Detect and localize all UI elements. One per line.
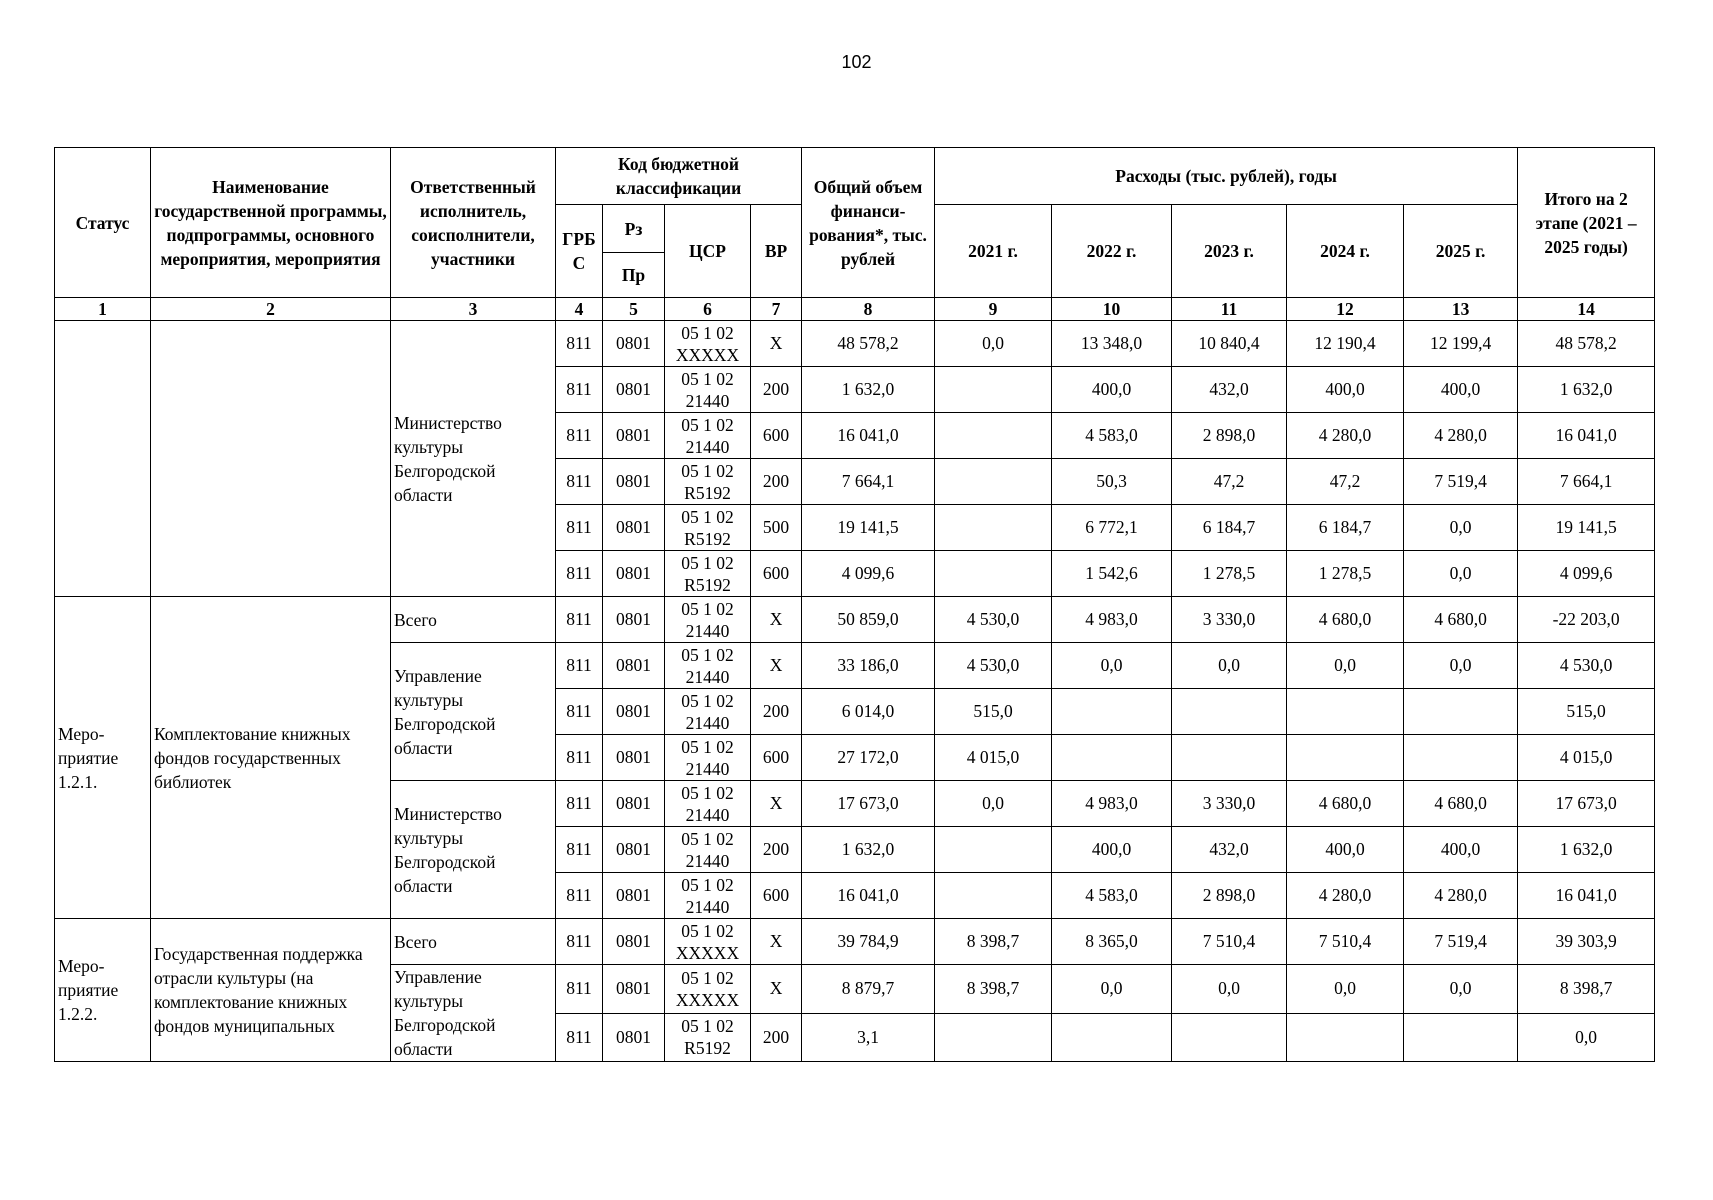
rzpr-cell: 0801 bbox=[603, 735, 665, 781]
year-2025-cell: 0,0 bbox=[1404, 551, 1518, 597]
csr-line-1: 05 1 02 bbox=[681, 690, 734, 711]
year-2023-cell: 2 898,0 bbox=[1172, 413, 1287, 459]
year-2023-cell: 3 330,0 bbox=[1172, 597, 1287, 643]
grbs-cell: 811 bbox=[556, 643, 603, 689]
csr-cell bbox=[665, 827, 751, 873]
csr-cell bbox=[665, 643, 751, 689]
vr-cell: 200 bbox=[751, 689, 802, 735]
page-number: 102 bbox=[841, 52, 872, 72]
table-body bbox=[55, 321, 1655, 1062]
year-2022-cell: 4 983,0 bbox=[1052, 781, 1172, 827]
total-volume-cell: 19 141,5 bbox=[802, 505, 935, 551]
csr-line-1: 05 1 02 bbox=[681, 322, 734, 343]
name-cell: Комплектование книжных фондов государственных библиотек bbox=[151, 597, 391, 919]
header-2025: 2025 г. bbox=[1404, 205, 1518, 298]
stage-total-cell: 16 041,0 bbox=[1518, 413, 1655, 459]
year-2024-cell: 4 680,0 bbox=[1287, 597, 1404, 643]
year-2022-cell: 13 348,0 bbox=[1052, 321, 1172, 367]
year-2022-cell bbox=[1052, 735, 1172, 781]
year-2022-cell bbox=[1052, 689, 1172, 735]
table-row bbox=[55, 919, 1655, 965]
csr-line-2: 21440 bbox=[685, 436, 730, 457]
vr-cell: 500 bbox=[751, 505, 802, 551]
csr-line-2: 21440 bbox=[685, 758, 730, 779]
table-row bbox=[55, 597, 1655, 643]
vr-cell: X bbox=[751, 597, 802, 643]
stage-total-cell: 4 099,6 bbox=[1518, 551, 1655, 597]
total-volume-cell: 17 673,0 bbox=[802, 781, 935, 827]
csr-line-2: 21440 bbox=[685, 666, 730, 687]
header-pr: Пр bbox=[603, 253, 665, 298]
csr-cell bbox=[665, 689, 751, 735]
column-number-row bbox=[55, 298, 1655, 321]
year-2021-cell: 0,0 bbox=[935, 321, 1052, 367]
rzpr-cell: 0801 bbox=[603, 1013, 665, 1062]
year-2021-cell: 8 398,7 bbox=[935, 919, 1052, 965]
total-volume-cell: 1 632,0 bbox=[802, 367, 935, 413]
total-volume-cell: 48 578,2 bbox=[802, 321, 935, 367]
csr-cell bbox=[665, 321, 751, 367]
stage-total-cell: 4 015,0 bbox=[1518, 735, 1655, 781]
csr-line-2: R5192 bbox=[684, 1038, 731, 1059]
csr-line-2: 21440 bbox=[685, 896, 730, 917]
year-2024-cell: 7 510,4 bbox=[1287, 919, 1404, 965]
year-2021-cell: 8 398,7 bbox=[935, 965, 1052, 1014]
year-2021-cell bbox=[935, 459, 1052, 505]
csr-cell bbox=[665, 597, 751, 643]
csr-line-1: 05 1 02 bbox=[681, 920, 734, 941]
total-volume-cell: 6 014,0 bbox=[802, 689, 935, 735]
year-2022-cell: 400,0 bbox=[1052, 827, 1172, 873]
vr-cell: X bbox=[751, 643, 802, 689]
year-2023-cell: 10 840,4 bbox=[1172, 321, 1287, 367]
stage-total-cell: 39 303,9 bbox=[1518, 919, 1655, 965]
vr-cell: 200 bbox=[751, 459, 802, 505]
year-2021-cell bbox=[935, 551, 1052, 597]
csr-line-2: 21440 bbox=[685, 620, 730, 641]
year-2024-cell: 400,0 bbox=[1287, 827, 1404, 873]
year-2021-cell bbox=[935, 367, 1052, 413]
status-cell: Меро-приятие 1.2.2. bbox=[55, 919, 151, 1062]
grbs-cell: 811 bbox=[556, 873, 603, 919]
column-number: 3 bbox=[391, 298, 556, 321]
csr-cell bbox=[665, 1013, 751, 1062]
year-2022-cell: 1 542,6 bbox=[1052, 551, 1172, 597]
year-2024-cell bbox=[1287, 1013, 1404, 1062]
vr-cell: 600 bbox=[751, 873, 802, 919]
rzpr-cell: 0801 bbox=[603, 689, 665, 735]
stage-total-cell: -22 203,0 bbox=[1518, 597, 1655, 643]
vr-cell: X bbox=[751, 919, 802, 965]
csr-line-1: 05 1 02 bbox=[681, 1016, 734, 1037]
rzpr-cell: 0801 bbox=[603, 321, 665, 367]
responsible-cell: Министерство культуры Белгородской области bbox=[391, 321, 556, 597]
rzpr-cell: 0801 bbox=[603, 505, 665, 551]
csr-line-2: 21440 bbox=[685, 850, 730, 871]
responsible-cell: Всего bbox=[391, 919, 556, 965]
header-responsible: Ответственный исполнитель, соисполнители, участники bbox=[391, 148, 556, 298]
year-2022-cell: 4 583,0 bbox=[1052, 873, 1172, 919]
header-vr: ВР bbox=[751, 205, 802, 298]
year-2023-cell: 7 510,4 bbox=[1172, 919, 1287, 965]
csr-line-1: 05 1 02 bbox=[681, 644, 734, 665]
table-row bbox=[55, 321, 1655, 367]
year-2023-cell: 3 330,0 bbox=[1172, 781, 1287, 827]
year-2023-cell: 0,0 bbox=[1172, 643, 1287, 689]
year-2025-cell: 0,0 bbox=[1404, 643, 1518, 689]
stage-total-cell: 1 632,0 bbox=[1518, 827, 1655, 873]
rzpr-cell: 0801 bbox=[603, 781, 665, 827]
csr-cell bbox=[665, 551, 751, 597]
csr-line-2: R5192 bbox=[684, 574, 731, 595]
year-2021-cell bbox=[935, 873, 1052, 919]
csr-line-2: 21440 bbox=[685, 712, 730, 733]
year-2025-cell: 4 280,0 bbox=[1404, 413, 1518, 459]
column-number: 6 bbox=[665, 298, 751, 321]
year-2023-cell: 47,2 bbox=[1172, 459, 1287, 505]
year-2025-cell bbox=[1404, 689, 1518, 735]
rzpr-cell: 0801 bbox=[603, 459, 665, 505]
header-rz: Рз bbox=[603, 205, 665, 253]
vr-cell: 200 bbox=[751, 827, 802, 873]
rzpr-cell: 0801 bbox=[603, 919, 665, 965]
rzpr-cell: 0801 bbox=[603, 873, 665, 919]
year-2025-cell: 4 680,0 bbox=[1404, 597, 1518, 643]
year-2024-cell bbox=[1287, 689, 1404, 735]
year-2025-cell: 7 519,4 bbox=[1404, 919, 1518, 965]
stage-total-cell: 515,0 bbox=[1518, 689, 1655, 735]
year-2025-cell bbox=[1404, 1013, 1518, 1062]
csr-line-2: R5192 bbox=[684, 482, 731, 503]
year-2025-cell: 4 680,0 bbox=[1404, 781, 1518, 827]
responsible-cell: Министерство культуры Белгородской области bbox=[391, 781, 556, 919]
csr-line-1: 05 1 02 bbox=[681, 736, 734, 757]
year-2023-cell bbox=[1172, 735, 1287, 781]
total-volume-cell: 16 041,0 bbox=[802, 413, 935, 459]
csr-cell bbox=[665, 873, 751, 919]
column-number: 4 bbox=[556, 298, 603, 321]
header-grbs: ГРБ С bbox=[556, 205, 603, 298]
year-2025-cell bbox=[1404, 735, 1518, 781]
name-cell bbox=[151, 321, 391, 597]
year-2021-cell bbox=[935, 505, 1052, 551]
vr-cell: 200 bbox=[751, 1013, 802, 1062]
total-volume-cell: 1 632,0 bbox=[802, 827, 935, 873]
grbs-cell: 811 bbox=[556, 459, 603, 505]
stage-total-cell: 4 530,0 bbox=[1518, 643, 1655, 689]
year-2025-cell: 400,0 bbox=[1404, 827, 1518, 873]
total-volume-cell: 8 879,7 bbox=[802, 965, 935, 1014]
column-number: 2 bbox=[151, 298, 391, 321]
csr-cell bbox=[665, 781, 751, 827]
year-2021-cell bbox=[935, 413, 1052, 459]
year-2025-cell: 400,0 bbox=[1404, 367, 1518, 413]
rzpr-cell: 0801 bbox=[603, 551, 665, 597]
grbs-cell: 811 bbox=[556, 413, 603, 459]
grbs-cell: 811 bbox=[556, 1013, 603, 1062]
column-number: 9 bbox=[935, 298, 1052, 321]
total-volume-cell: 39 784,9 bbox=[802, 919, 935, 965]
header-2024: 2024 г. bbox=[1287, 205, 1404, 298]
year-2022-cell bbox=[1052, 1013, 1172, 1062]
rzpr-cell: 0801 bbox=[603, 643, 665, 689]
year-2024-cell: 47,2 bbox=[1287, 459, 1404, 505]
csr-cell bbox=[665, 505, 751, 551]
csr-cell bbox=[665, 919, 751, 965]
year-2024-cell: 0,0 bbox=[1287, 965, 1404, 1014]
year-2023-cell: 2 898,0 bbox=[1172, 873, 1287, 919]
year-2021-cell bbox=[935, 827, 1052, 873]
year-2025-cell: 0,0 bbox=[1404, 965, 1518, 1014]
vr-cell: X bbox=[751, 965, 802, 1014]
column-number: 11 bbox=[1172, 298, 1287, 321]
header-budget-code: Код бюджетной классификации bbox=[556, 148, 802, 205]
year-2024-cell: 0,0 bbox=[1287, 643, 1404, 689]
rzpr-cell: 0801 bbox=[603, 413, 665, 459]
header-csr: ЦСР bbox=[665, 205, 751, 298]
csr-line-2: 21440 bbox=[685, 804, 730, 825]
csr-line-1: 05 1 02 bbox=[681, 828, 734, 849]
year-2021-cell: 515,0 bbox=[935, 689, 1052, 735]
year-2021-cell: 4 015,0 bbox=[935, 735, 1052, 781]
rzpr-cell: 0801 bbox=[603, 965, 665, 1014]
year-2023-cell: 0,0 bbox=[1172, 965, 1287, 1014]
rzpr-cell: 0801 bbox=[603, 597, 665, 643]
grbs-cell: 811 bbox=[556, 505, 603, 551]
year-2022-cell: 50,3 bbox=[1052, 459, 1172, 505]
header-expenses: Расходы (тыс. рублей), годы bbox=[935, 148, 1518, 205]
grbs-cell: 811 bbox=[556, 689, 603, 735]
year-2022-cell: 8 365,0 bbox=[1052, 919, 1172, 965]
csr-line-1: 05 1 02 bbox=[681, 506, 734, 527]
csr-cell bbox=[665, 735, 751, 781]
year-2024-cell: 12 190,4 bbox=[1287, 321, 1404, 367]
year-2024-cell: 4 680,0 bbox=[1287, 781, 1404, 827]
header-2023: 2023 г. bbox=[1172, 205, 1287, 298]
csr-line-2: R5192 bbox=[684, 528, 731, 549]
csr-line-1: 05 1 02 bbox=[681, 460, 734, 481]
csr-line-1: 05 1 02 bbox=[681, 414, 734, 435]
header-2021: 2021 г. bbox=[935, 205, 1052, 298]
year-2024-cell bbox=[1287, 735, 1404, 781]
csr-line-1: 05 1 02 bbox=[681, 598, 734, 619]
vr-cell: 600 bbox=[751, 551, 802, 597]
grbs-cell: 811 bbox=[556, 919, 603, 965]
csr-line-2: 21440 bbox=[685, 390, 730, 411]
year-2025-cell: 7 519,4 bbox=[1404, 459, 1518, 505]
responsible-cell: Всего bbox=[391, 597, 556, 643]
csr-line-1: 05 1 02 bbox=[681, 552, 734, 573]
year-2023-cell: 432,0 bbox=[1172, 827, 1287, 873]
column-number: 8 bbox=[802, 298, 935, 321]
year-2024-cell: 4 280,0 bbox=[1287, 873, 1404, 919]
total-volume-cell: 3,1 bbox=[802, 1013, 935, 1062]
name-cell: Государственная поддержка отрасли культуры (на комплектование книжных фондов муниципальных bbox=[151, 919, 391, 1062]
column-number: 10 bbox=[1052, 298, 1172, 321]
csr-line-2: XXXXX bbox=[675, 989, 740, 1010]
year-2021-cell: 4 530,0 bbox=[935, 643, 1052, 689]
column-number: 12 bbox=[1287, 298, 1404, 321]
stage-total-cell: 1 632,0 bbox=[1518, 367, 1655, 413]
header-name: Наименование государственной программы, подпрограммы, основного мероприятия, мероприятия bbox=[151, 148, 391, 298]
csr-line-1: 05 1 02 bbox=[681, 874, 734, 895]
year-2023-cell: 6 184,7 bbox=[1172, 505, 1287, 551]
year-2025-cell: 12 199,4 bbox=[1404, 321, 1518, 367]
year-2022-cell: 6 772,1 bbox=[1052, 505, 1172, 551]
year-2025-cell: 0,0 bbox=[1404, 505, 1518, 551]
header-2022: 2022 г. bbox=[1052, 205, 1172, 298]
rzpr-cell: 0801 bbox=[603, 367, 665, 413]
total-volume-cell: 4 099,6 bbox=[802, 551, 935, 597]
header-total-volume: Общий объем финанси-рования*, тыс. рублей bbox=[802, 148, 935, 298]
csr-line-1: 05 1 02 bbox=[681, 967, 734, 988]
year-2024-cell: 6 184,7 bbox=[1287, 505, 1404, 551]
stage-total-cell: 8 398,7 bbox=[1518, 965, 1655, 1014]
vr-cell: X bbox=[751, 781, 802, 827]
column-number: 7 bbox=[751, 298, 802, 321]
header-total-stage: Итого на 2 этапе (2021 – 2025 годы) bbox=[1518, 148, 1655, 298]
grbs-cell: 811 bbox=[556, 551, 603, 597]
vr-cell: 600 bbox=[751, 413, 802, 459]
column-number: 14 bbox=[1518, 298, 1655, 321]
header-status: Статус bbox=[55, 148, 151, 298]
year-2021-cell bbox=[935, 1013, 1052, 1062]
year-2022-cell: 4 983,0 bbox=[1052, 597, 1172, 643]
stage-total-cell: 0,0 bbox=[1518, 1013, 1655, 1062]
year-2023-cell: 1 278,5 bbox=[1172, 551, 1287, 597]
csr-cell bbox=[665, 413, 751, 459]
total-volume-cell: 27 172,0 bbox=[802, 735, 935, 781]
csr-line-1: 05 1 02 bbox=[681, 368, 734, 389]
year-2023-cell bbox=[1172, 1013, 1287, 1062]
year-2024-cell: 1 278,5 bbox=[1287, 551, 1404, 597]
column-number: 1 bbox=[55, 298, 151, 321]
grbs-cell: 811 bbox=[556, 321, 603, 367]
year-2022-cell: 0,0 bbox=[1052, 643, 1172, 689]
vr-cell: X bbox=[751, 321, 802, 367]
stage-total-cell: 7 664,1 bbox=[1518, 459, 1655, 505]
grbs-cell: 811 bbox=[556, 735, 603, 781]
total-volume-cell: 7 664,1 bbox=[802, 459, 935, 505]
csr-cell bbox=[665, 459, 751, 505]
stage-total-cell: 17 673,0 bbox=[1518, 781, 1655, 827]
budget-table bbox=[54, 147, 1655, 1062]
year-2024-cell: 400,0 bbox=[1287, 367, 1404, 413]
vr-cell: 600 bbox=[751, 735, 802, 781]
total-volume-cell: 50 859,0 bbox=[802, 597, 935, 643]
year-2024-cell: 4 280,0 bbox=[1287, 413, 1404, 459]
stage-total-cell: 48 578,2 bbox=[1518, 321, 1655, 367]
year-2023-cell: 432,0 bbox=[1172, 367, 1287, 413]
year-2023-cell bbox=[1172, 689, 1287, 735]
status-cell bbox=[55, 321, 151, 597]
grbs-cell: 811 bbox=[556, 781, 603, 827]
year-2021-cell: 0,0 bbox=[935, 781, 1052, 827]
grbs-cell: 811 bbox=[556, 597, 603, 643]
responsible-cell: Управление культуры Белгородской области bbox=[391, 643, 556, 781]
vr-cell: 200 bbox=[751, 367, 802, 413]
year-2021-cell: 4 530,0 bbox=[935, 597, 1052, 643]
grbs-cell: 811 bbox=[556, 367, 603, 413]
year-2022-cell: 0,0 bbox=[1052, 965, 1172, 1014]
csr-line-2: XXXXX bbox=[675, 942, 740, 963]
year-2022-cell: 400,0 bbox=[1052, 367, 1172, 413]
csr-line-2: XXXXX bbox=[675, 344, 740, 365]
grbs-cell: 811 bbox=[556, 965, 603, 1014]
column-number: 5 bbox=[603, 298, 665, 321]
responsible-cell: Управление культуры Белгородской области bbox=[391, 965, 556, 1062]
status-cell: Меро-приятие 1.2.1. bbox=[55, 597, 151, 919]
total-volume-cell: 33 186,0 bbox=[802, 643, 935, 689]
csr-cell bbox=[665, 965, 751, 1014]
grbs-cell: 811 bbox=[556, 827, 603, 873]
rzpr-cell: 0801 bbox=[603, 827, 665, 873]
csr-line-1: 05 1 02 bbox=[681, 782, 734, 803]
column-number: 13 bbox=[1404, 298, 1518, 321]
total-volume-cell: 16 041,0 bbox=[802, 873, 935, 919]
stage-total-cell: 19 141,5 bbox=[1518, 505, 1655, 551]
year-2025-cell: 4 280,0 bbox=[1404, 873, 1518, 919]
csr-cell bbox=[665, 367, 751, 413]
year-2022-cell: 4 583,0 bbox=[1052, 413, 1172, 459]
stage-total-cell: 16 041,0 bbox=[1518, 873, 1655, 919]
